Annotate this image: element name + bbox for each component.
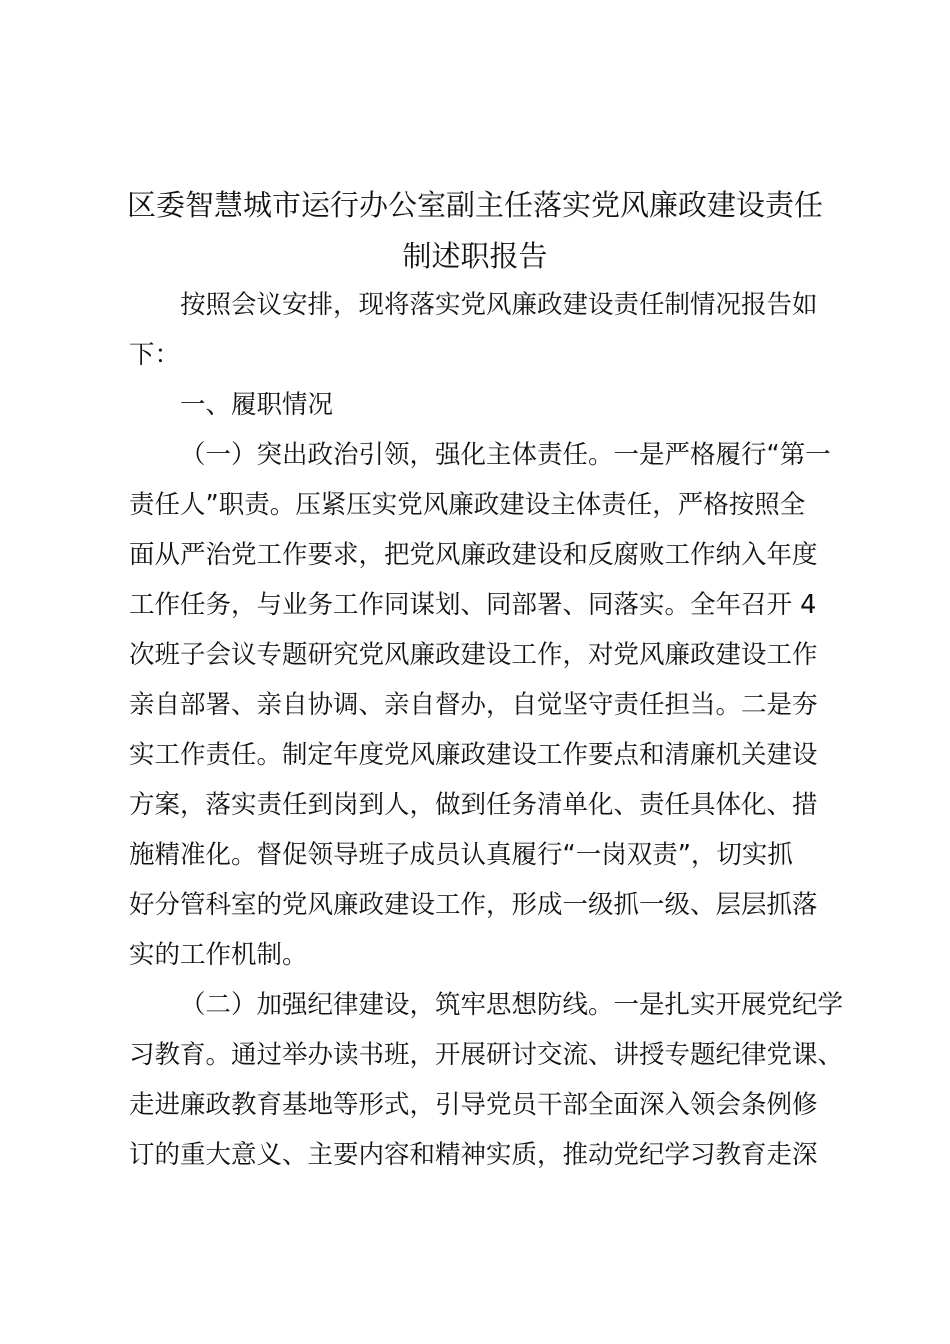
paragraph-line: 实的工作机制。: [129, 940, 308, 970]
paragraph-line: 亲自部署、亲自协调、亲自督办，自觉坚守责任担当。二是夯: [129, 690, 818, 720]
paragraph-line: 订的重大意义、主要内容和精神实质，推动党纪学习教育走深: [129, 1140, 818, 1170]
paragraph-line: 走进廉政教育基地等形式，引导党员干部全面深入领会条例修: [129, 1090, 818, 1120]
paragraph-line: 实工作责任。制定年度党风廉政建设工作要点和清廉机关建设: [129, 740, 818, 770]
paragraph-line: 按照会议安排，现将落实党风廉政建设责任制情况报告如: [180, 290, 818, 320]
paragraph-line: 责任人”职责。压紧压实党风廉政建设主体责任，严格按照全: [129, 490, 806, 520]
paragraph-line: （一）突出政治引领，强化主体责任。一是严格履行“第一: [180, 440, 831, 470]
paragraph-line: 方案，落实责任到岗到人，做到任务清单化、责任具体化、措: [129, 790, 818, 820]
section-heading: 一、履职情况: [180, 390, 334, 420]
paragraph-line: （二）加强纪律建设，筑牢思想防线。一是扎实开展党纪学: [180, 990, 844, 1020]
paragraph-line: 好分管科室的党风廉政建设工作，形成一级抓一级、层层抓落: [129, 890, 818, 920]
paragraph-line: 工作任务，与业务工作同谋划、同部署、同落实。全年召开 4: [129, 590, 817, 620]
paragraph-line: 习教育。通过举办读书班，开展研讨交流、讲授专题纪律党课、: [129, 1040, 844, 1070]
paragraph-line: 施精准化。督促领导班子成员认真履行“一岗双责”，切实抓: [129, 840, 793, 870]
paragraph-line: 下：: [129, 340, 181, 370]
paragraph-line: 次班子会议专题研究党风廉政建设工作，对党风廉政建设工作: [129, 640, 818, 670]
document-title-line-2: 制述职报告: [402, 239, 548, 273]
document-title-line-1: 区委智慧城市运行办公室副主任落实党风廉政建设责任: [126, 188, 823, 222]
paragraph-line: 面从严治党工作要求，把党风廉政建设和反腐败工作纳入年度: [129, 540, 818, 570]
